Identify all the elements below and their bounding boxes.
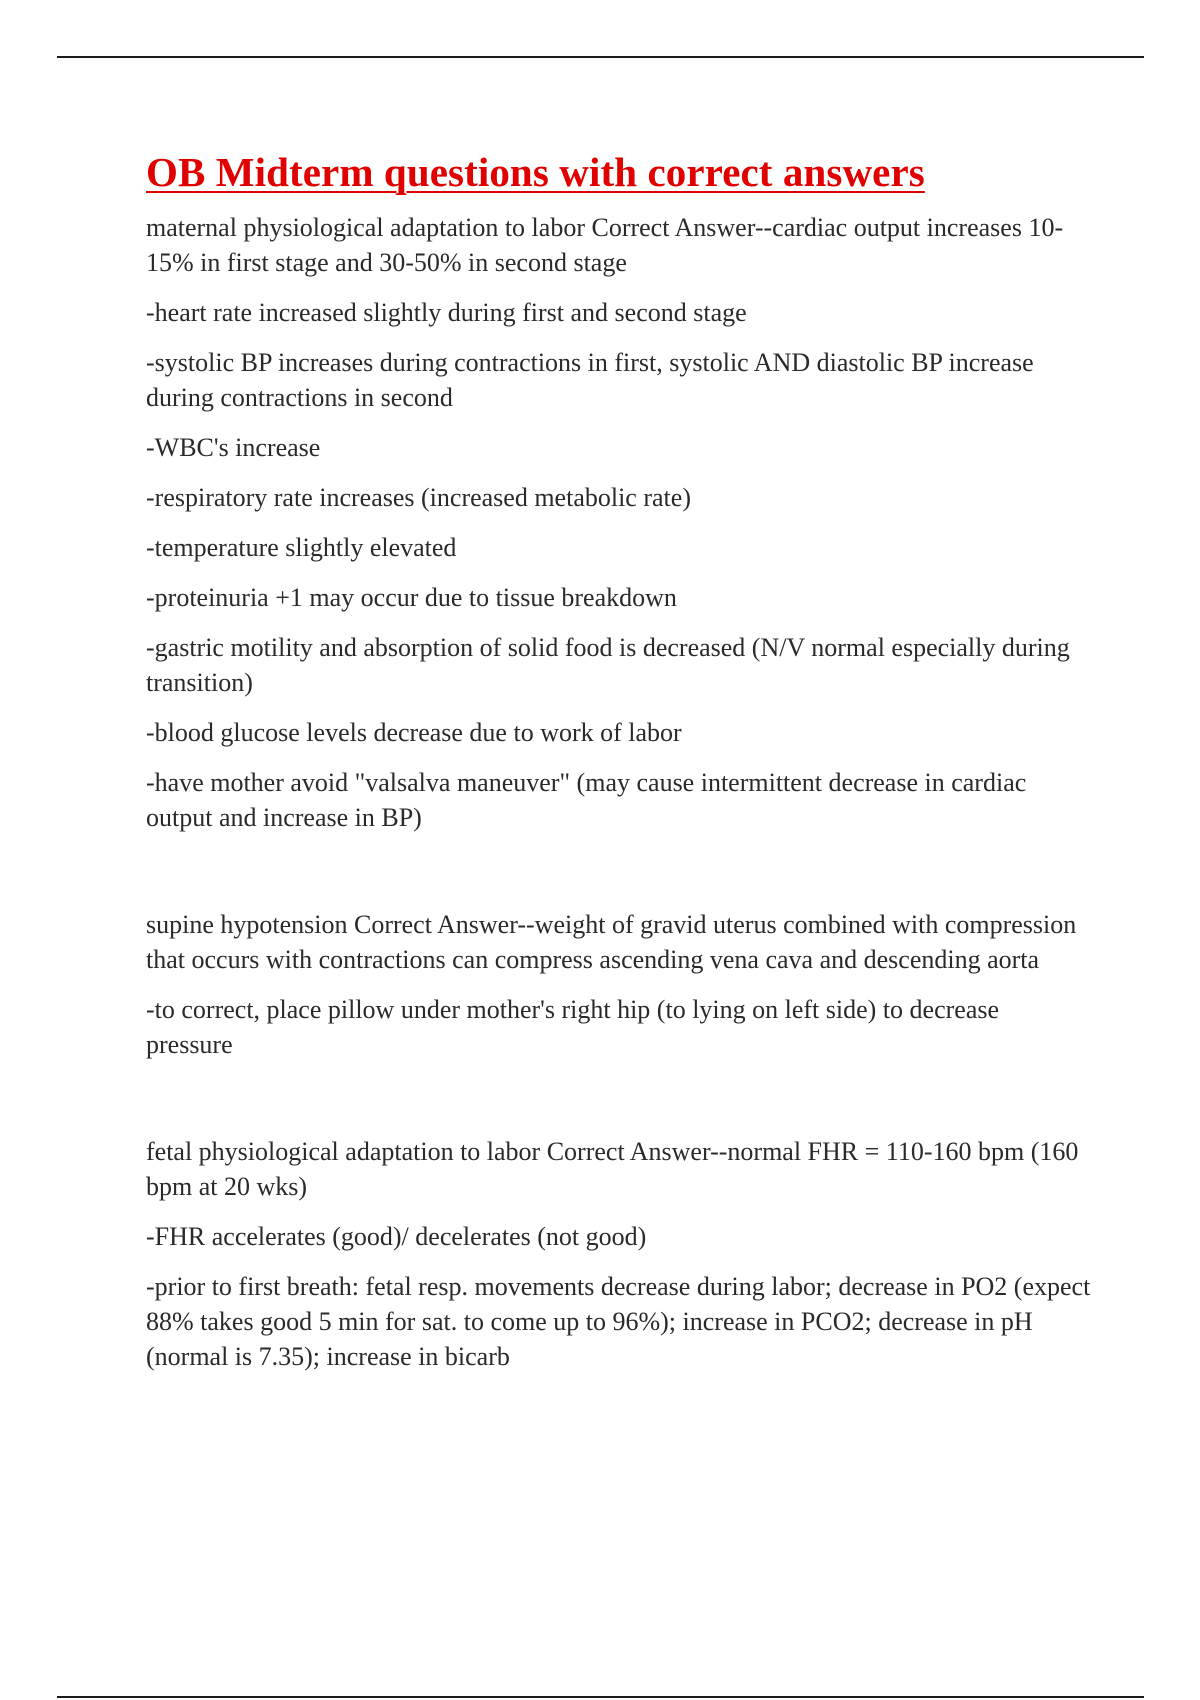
paragraph: -FHR accelerates (good)/ decelerates (not good) <box>146 1222 647 1251</box>
paragraph: -prior to first breath: fetal resp. movements decrease during labor; decrease in PO2 (expect 88% takes good 5 min for sat. to come up to 96%); increase in PCO2; decrease in pH (normal is 7.35); increase in bicarb <box>146 1272 1091 1371</box>
section-maternal-adaptation <box>146 210 1091 835</box>
top-rule <box>57 56 1144 58</box>
paragraph: -systolic BP increases during contractions in first, systolic AND diastolic BP increase during contractions in second <box>146 348 1034 412</box>
paragraph: -temperature slightly elevated <box>146 533 457 562</box>
paragraph: -heart rate increased slightly during first and second stage <box>146 298 747 327</box>
section-supine-hypotension <box>146 907 1091 1062</box>
paragraph: maternal physiological adaptation to labor Correct Answer--cardiac output increases 10-15% in first stage and 30-50% in second stage <box>146 213 1064 277</box>
document-body <box>146 148 1091 1389</box>
paragraph: fetal physiological adaptation to labor Correct Answer--normal FHR = 110-160 bpm (160 bpm at 20 wks) <box>146 1137 1079 1201</box>
paragraph: -gastric motility and absorption of solid food is decreased (N/V normal especially during transition) <box>146 633 1070 697</box>
paragraph: -have mother avoid "valsalva maneuver" (may cause intermittent decrease in cardiac output and increase in BP) <box>146 768 1027 832</box>
paragraph: -WBC's increase <box>146 433 321 462</box>
paragraph: supine hypotension Correct Answer--weight of gravid uterus combined with compression that occurs with contractions can compress ascending vena cava and descending aorta <box>146 910 1077 974</box>
paragraph: -to correct, place pillow under mother's right hip (to lying on left side) to decrease pressure <box>146 995 1000 1059</box>
paragraph: -respiratory rate increases (increased metabolic rate) <box>146 483 691 512</box>
document-title: OB Midterm questions with correct answers <box>146 149 925 195</box>
bottom-rule <box>57 1696 1144 1698</box>
paragraph: -blood glucose levels decrease due to work of labor <box>146 718 682 747</box>
paragraph: -proteinuria +1 may occur due to tissue breakdown <box>146 583 677 612</box>
section-fetal-adaptation <box>146 1134 1091 1374</box>
